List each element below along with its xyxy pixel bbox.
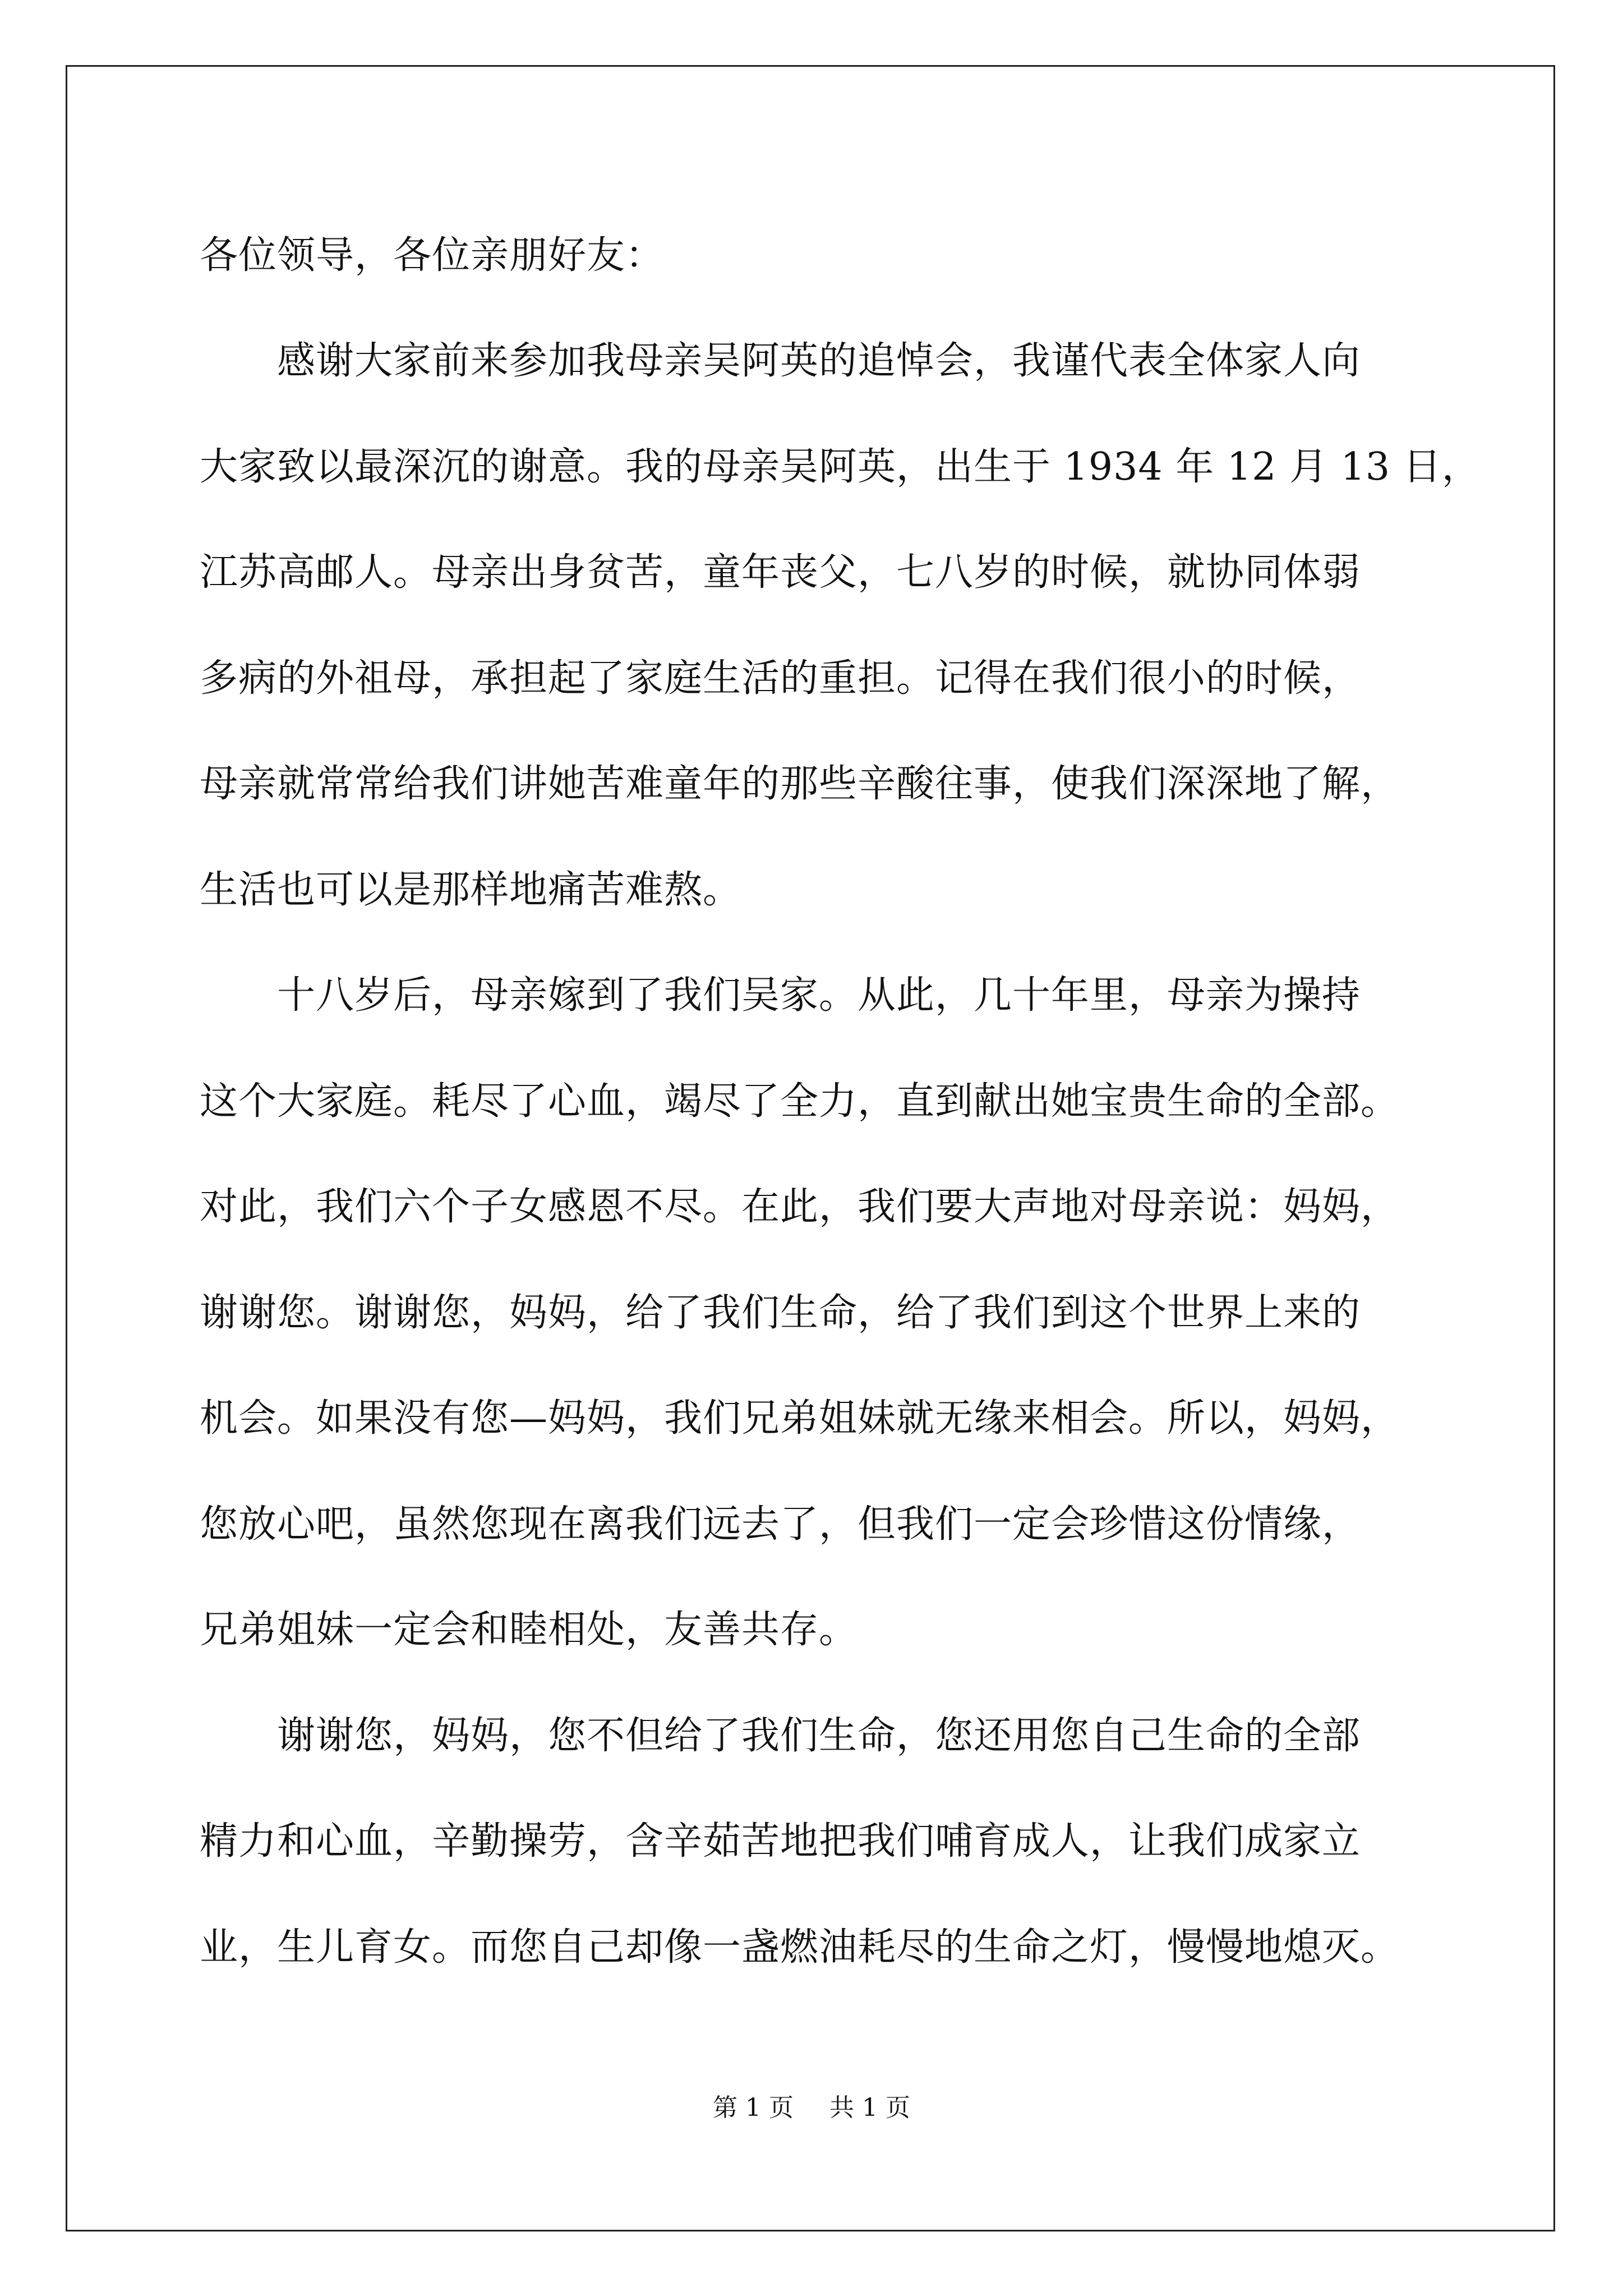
text-line: 感谢大家前来参加我母亲吴阿英的追悼会，我谨代表全体家人向 [200,339,1361,383]
text-line: 对此，我们六个子女感恩不尽。在此，我们要大声地对母亲说：妈妈， [200,1185,1400,1229]
page-frame [66,65,1555,2231]
text-line: 这个大家庭。耗尽了心血，竭尽了全力，直到献出她宝贵生命的全部。 [200,1079,1400,1124]
text-line: 母亲就常常给我们讲她苦难童年的那些辛酸往事，使我们深深地了解， [200,762,1400,806]
text-line: 大家致以最深沉的谢意。我的母亲吴阿英，出生于 1934 年 12 月 13 日， [200,445,1481,489]
text-line: 业，生儿育女。而您自己却像一盏燃油耗尽的生命之灯，慢慢地熄灭。 [200,1925,1400,1970]
page-footer [0,2092,1623,2124]
page-number: 第 1 页 [713,2093,794,2122]
text-line: 精力和心血，辛勤操劳，含辛茹苦地把我们哺育成人，让我们成家立 [200,1819,1361,1864]
text-line: 江苏高邮人。母亲出身贫苦，童年丧父，七八岁的时候，就协同体弱 [200,550,1361,595]
page-total: 共 1 页 [829,2093,910,2122]
text-line: 多病的外祖母，承担起了家庭生活的重担。记得在我们很小的时候， [200,656,1361,701]
text-line: 谢谢您，妈妈，您不但给了我们生命，您还用您自己生命的全部 [200,1714,1361,1758]
text-line: 谢谢您。谢谢您，妈妈，给了我们生命，给了我们到这个世界上来的 [200,1291,1361,1335]
text-line: 机会。如果没有您—妈妈，我们兄弟姐妹就无缘来相会。所以，妈妈， [200,1396,1400,1441]
text-line: 各位领导，各位亲朋好友： [200,233,665,278]
text-line: 您放心吧，虽然您现在离我们远去了，但我们一定会珍惜这份情缘， [200,1502,1361,1547]
text-line: 十八岁后，母亲嫁到了我们吴家。从此，几十年里，母亲为操持 [200,973,1361,1018]
text-line: 生活也可以是那样地痛苦难熬。 [200,868,742,912]
text-line: 兄弟姐妹一定会和睦相处，友善共存。 [200,1608,858,1652]
